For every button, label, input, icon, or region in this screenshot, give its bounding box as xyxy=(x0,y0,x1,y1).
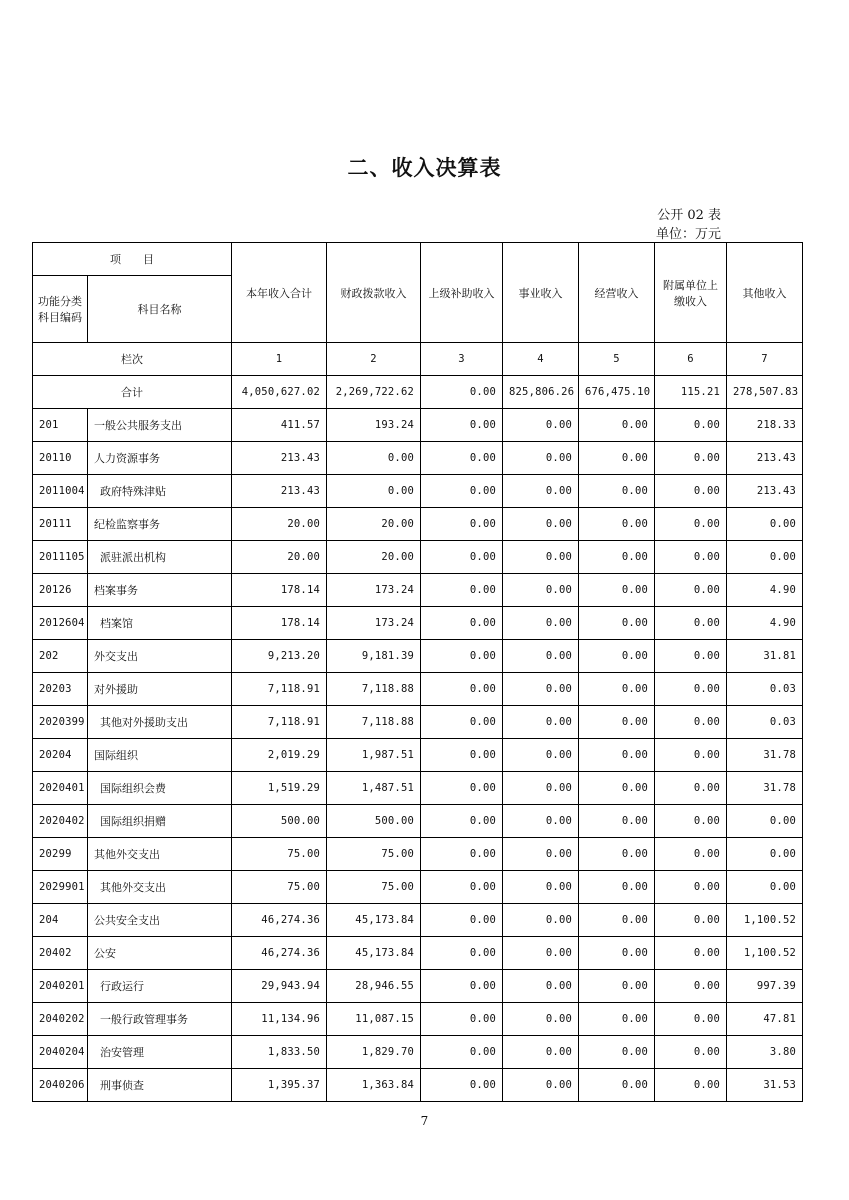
amount-cell: 3.80 xyxy=(727,1036,803,1069)
amount-cell: 0.00 xyxy=(727,541,803,574)
subject-code: 20204 xyxy=(33,739,88,772)
amount-cell: 0.00 xyxy=(421,574,503,607)
row-number: 4 xyxy=(503,343,579,376)
amount-cell: 0.00 xyxy=(503,1036,579,1069)
col-header: 事业收入 xyxy=(503,243,579,343)
table-row xyxy=(33,1036,803,1069)
amount-cell: 0.00 xyxy=(579,541,655,574)
amount-cell: 0.00 xyxy=(503,805,579,838)
col-header: 经营收入 xyxy=(579,243,655,343)
col-header: 附属单位上缴收入 xyxy=(655,243,727,343)
amount-cell: 0.00 xyxy=(421,871,503,904)
amount-cell: 0.00 xyxy=(655,706,727,739)
amount-cell: 7,118.91 xyxy=(232,673,327,706)
amount-cell: 193.24 xyxy=(327,409,421,442)
subject-name: 国际组织会费 xyxy=(88,772,232,805)
amount-cell: 0.00 xyxy=(579,904,655,937)
table-row xyxy=(33,541,803,574)
subject-code: 2020402 xyxy=(33,805,88,838)
subject-code: 2011004 xyxy=(33,475,88,508)
table-row xyxy=(33,739,803,772)
amount-cell: 1,519.29 xyxy=(232,772,327,805)
subject-name: 人力资源事务 xyxy=(88,442,232,475)
name-header: 科目名称 xyxy=(88,276,232,343)
amount-cell: 0.00 xyxy=(503,970,579,1003)
amount-cell: 0.00 xyxy=(503,409,579,442)
amount-cell: 0.00 xyxy=(421,1069,503,1102)
table-row xyxy=(33,904,803,937)
table-row xyxy=(33,475,803,508)
amount-cell: 0.00 xyxy=(421,706,503,739)
subject-code: 201 xyxy=(33,409,88,442)
table-row xyxy=(33,640,803,673)
amount-cell: 0.00 xyxy=(503,739,579,772)
total-cell: 2,269,722.62 xyxy=(327,376,421,409)
unit-label: 单位：万元 xyxy=(655,227,721,242)
amount-cell: 218.33 xyxy=(727,409,803,442)
subject-name: 治安管理 xyxy=(88,1036,232,1069)
amount-cell: 47.81 xyxy=(727,1003,803,1036)
amount-cell: 0.00 xyxy=(503,508,579,541)
amount-cell: 0.00 xyxy=(421,838,503,871)
table-row xyxy=(33,838,803,871)
amount-cell: 9,181.39 xyxy=(327,640,421,673)
amount-cell: 0.00 xyxy=(579,607,655,640)
amount-cell: 0.00 xyxy=(579,772,655,805)
amount-cell: 213.43 xyxy=(232,475,327,508)
row-number-row xyxy=(33,343,803,376)
amount-cell: 0.00 xyxy=(579,508,655,541)
amount-cell: 0.00 xyxy=(655,475,727,508)
table-row xyxy=(33,970,803,1003)
subject-name: 其他外交支出 xyxy=(88,871,232,904)
amount-cell: 173.24 xyxy=(327,607,421,640)
subject-code: 20111 xyxy=(33,508,88,541)
subject-code: 20402 xyxy=(33,937,88,970)
subject-name: 纪检监察事务 xyxy=(88,508,232,541)
total-cell: 115.21 xyxy=(655,376,727,409)
total-row xyxy=(33,376,803,409)
amount-cell: 0.00 xyxy=(421,904,503,937)
amount-cell: 0.00 xyxy=(503,871,579,904)
amount-cell: 0.00 xyxy=(421,1003,503,1036)
subject-name: 国际组织 xyxy=(88,739,232,772)
subject-code: 204 xyxy=(33,904,88,937)
amount-cell: 0.00 xyxy=(655,772,727,805)
amount-cell: 1,395.37 xyxy=(232,1069,327,1102)
subject-code: 2020401 xyxy=(33,772,88,805)
row-number-label: 栏次 xyxy=(33,343,232,376)
amount-cell: 0.00 xyxy=(421,409,503,442)
amount-cell: 20.00 xyxy=(327,508,421,541)
amount-cell: 1,833.50 xyxy=(232,1036,327,1069)
subject-name: 一般公共服务支出 xyxy=(88,409,232,442)
amount-cell: 0.00 xyxy=(421,937,503,970)
amount-cell: 0.00 xyxy=(655,508,727,541)
amount-cell: 500.00 xyxy=(232,805,327,838)
amount-cell: 46,274.36 xyxy=(232,937,327,970)
row-number: 6 xyxy=(655,343,727,376)
amount-cell: 0.00 xyxy=(655,673,727,706)
subject-name: 外交支出 xyxy=(88,640,232,673)
table-row xyxy=(33,574,803,607)
amount-cell: 0.00 xyxy=(579,706,655,739)
amount-cell: 0.00 xyxy=(579,640,655,673)
subject-code: 20110 xyxy=(33,442,88,475)
amount-cell: 0.00 xyxy=(655,904,727,937)
amount-cell: 4.90 xyxy=(727,574,803,607)
amount-cell: 0.00 xyxy=(655,739,727,772)
subject-name: 档案事务 xyxy=(88,574,232,607)
amount-cell: 0.00 xyxy=(421,640,503,673)
subject-code: 20126 xyxy=(33,574,88,607)
amount-cell: 0.00 xyxy=(421,1036,503,1069)
code-header: 功能分类科目编码 xyxy=(33,276,88,343)
amount-cell: 0.00 xyxy=(503,904,579,937)
subject-code: 202 xyxy=(33,640,88,673)
amount-cell: 75.00 xyxy=(232,838,327,871)
amount-cell: 0.00 xyxy=(655,1036,727,1069)
amount-cell: 20.00 xyxy=(232,508,327,541)
amount-cell: 31.81 xyxy=(727,640,803,673)
table-row xyxy=(33,508,803,541)
amount-cell: 0.00 xyxy=(421,508,503,541)
table-row xyxy=(33,772,803,805)
table-row xyxy=(33,1069,803,1102)
amount-cell: 500.00 xyxy=(327,805,421,838)
amount-cell: 0.03 xyxy=(727,706,803,739)
amount-cell: 0.00 xyxy=(655,640,727,673)
total-cell: 4,050,627.02 xyxy=(232,376,327,409)
amount-cell: 0.00 xyxy=(421,805,503,838)
amount-cell: 46,274.36 xyxy=(232,904,327,937)
amount-cell: 0.00 xyxy=(579,1003,655,1036)
form-code: 公开 02 表 xyxy=(657,208,721,223)
row-number: 7 xyxy=(727,343,803,376)
amount-cell: 0.00 xyxy=(503,673,579,706)
amount-cell: 0.00 xyxy=(579,442,655,475)
amount-cell: 0.00 xyxy=(655,442,727,475)
amount-cell: 0.00 xyxy=(655,805,727,838)
amount-cell: 0.00 xyxy=(503,574,579,607)
amount-cell: 0.00 xyxy=(503,541,579,574)
amount-cell: 1,363.84 xyxy=(327,1069,421,1102)
col-header: 本年收入合计 xyxy=(232,243,327,343)
amount-cell: 31.78 xyxy=(727,772,803,805)
amount-cell: 0.00 xyxy=(655,541,727,574)
amount-cell: 1,100.52 xyxy=(727,937,803,970)
amount-cell: 0.00 xyxy=(503,1003,579,1036)
row-number: 1 xyxy=(232,343,327,376)
amount-cell: 4.90 xyxy=(727,607,803,640)
col-header: 上级补助收入 xyxy=(421,243,503,343)
amount-cell: 45,173.84 xyxy=(327,937,421,970)
table-row xyxy=(33,937,803,970)
amount-cell: 0.00 xyxy=(579,805,655,838)
amount-cell: 0.00 xyxy=(727,871,803,904)
total-cell: 278,507.83 xyxy=(727,376,803,409)
amount-cell: 0.00 xyxy=(579,937,655,970)
table-row xyxy=(33,805,803,838)
row-number: 2 xyxy=(327,343,421,376)
amount-cell: 0.00 xyxy=(503,442,579,475)
amount-cell: 213.43 xyxy=(727,442,803,475)
amount-cell: 0.00 xyxy=(655,871,727,904)
amount-cell: 0.00 xyxy=(655,937,727,970)
page-title: 二、收入决算表 xyxy=(347,156,502,180)
subject-name: 政府特殊津贴 xyxy=(88,475,232,508)
amount-cell: 75.00 xyxy=(232,871,327,904)
amount-cell: 0.00 xyxy=(327,475,421,508)
amount-cell: 0.00 xyxy=(579,1036,655,1069)
amount-cell: 11,134.96 xyxy=(232,1003,327,1036)
amount-cell: 11,087.15 xyxy=(327,1003,421,1036)
subject-code: 2040202 xyxy=(33,1003,88,1036)
subject-name: 公共安全支出 xyxy=(88,904,232,937)
subject-code: 20203 xyxy=(33,673,88,706)
amount-cell: 0.00 xyxy=(655,574,727,607)
amount-cell: 0.00 xyxy=(421,772,503,805)
amount-cell: 0.00 xyxy=(503,1069,579,1102)
amount-cell: 0.00 xyxy=(655,838,727,871)
subject-code: 2040204 xyxy=(33,1036,88,1069)
subject-name: 一般行政管理事务 xyxy=(88,1003,232,1036)
amount-cell: 997.39 xyxy=(727,970,803,1003)
amount-cell: 213.43 xyxy=(727,475,803,508)
amount-cell: 0.00 xyxy=(421,607,503,640)
amount-cell: 7,118.88 xyxy=(327,706,421,739)
amount-cell: 31.78 xyxy=(727,739,803,772)
subject-name: 派驻派出机构 xyxy=(88,541,232,574)
amount-cell: 0.00 xyxy=(655,1069,727,1102)
amount-cell: 0.00 xyxy=(727,838,803,871)
amount-cell: 75.00 xyxy=(327,838,421,871)
subject-name: 其他对外援助支出 xyxy=(88,706,232,739)
amount-cell: 1,829.70 xyxy=(327,1036,421,1069)
amount-cell: 0.00 xyxy=(421,673,503,706)
subject-code: 2012604 xyxy=(33,607,88,640)
subject-name: 公安 xyxy=(88,937,232,970)
amount-cell: 1,100.52 xyxy=(727,904,803,937)
amount-cell: 0.00 xyxy=(655,1003,727,1036)
subject-name: 刑事侦查 xyxy=(88,1069,232,1102)
page-number: 7 xyxy=(420,1114,429,1128)
table-row xyxy=(33,442,803,475)
amount-cell: 45,173.84 xyxy=(327,904,421,937)
amount-cell: 0.03 xyxy=(727,673,803,706)
subject-name: 其他外交支出 xyxy=(88,838,232,871)
subject-name: 行政运行 xyxy=(88,970,232,1003)
amount-cell: 178.14 xyxy=(232,607,327,640)
total-label: 合计 xyxy=(33,376,232,409)
amount-cell: 7,118.91 xyxy=(232,706,327,739)
amount-cell: 0.00 xyxy=(503,706,579,739)
subject-name: 对外援助 xyxy=(88,673,232,706)
income-table xyxy=(32,242,803,1102)
subject-code: 20299 xyxy=(33,838,88,871)
table-row xyxy=(33,1003,803,1036)
amount-cell: 0.00 xyxy=(655,409,727,442)
subject-code: 2040206 xyxy=(33,1069,88,1102)
total-cell: 0.00 xyxy=(421,376,503,409)
amount-cell: 0.00 xyxy=(655,970,727,1003)
col-header: 其他收入 xyxy=(727,243,803,343)
amount-cell: 2,019.29 xyxy=(232,739,327,772)
amount-cell: 0.00 xyxy=(503,475,579,508)
amount-cell: 0.00 xyxy=(421,739,503,772)
amount-cell: 29,943.94 xyxy=(232,970,327,1003)
subject-name: 国际组织捐赠 xyxy=(88,805,232,838)
table-row xyxy=(33,673,803,706)
amount-cell: 28,946.55 xyxy=(327,970,421,1003)
amount-cell: 0.00 xyxy=(579,871,655,904)
row-number: 5 xyxy=(579,343,655,376)
amount-cell: 0.00 xyxy=(579,574,655,607)
total-cell: 825,806.26 xyxy=(503,376,579,409)
item-group-header: 项 目 xyxy=(33,243,232,276)
total-cell: 676,475.10 xyxy=(579,376,655,409)
amount-cell: 0.00 xyxy=(503,937,579,970)
amount-cell: 0.00 xyxy=(421,541,503,574)
table-row xyxy=(33,409,803,442)
subject-code: 2020399 xyxy=(33,706,88,739)
amount-cell: 0.00 xyxy=(579,970,655,1003)
amount-cell: 0.00 xyxy=(655,607,727,640)
amount-cell: 0.00 xyxy=(579,739,655,772)
amount-cell: 9,213.20 xyxy=(232,640,327,673)
amount-cell: 0.00 xyxy=(503,640,579,673)
amount-cell: 173.24 xyxy=(327,574,421,607)
amount-cell: 31.53 xyxy=(727,1069,803,1102)
amount-cell: 0.00 xyxy=(579,838,655,871)
amount-cell: 1,487.51 xyxy=(327,772,421,805)
amount-cell: 0.00 xyxy=(503,838,579,871)
table-row xyxy=(33,607,803,640)
amount-cell: 7,118.88 xyxy=(327,673,421,706)
amount-cell: 75.00 xyxy=(327,871,421,904)
amount-cell: 0.00 xyxy=(503,607,579,640)
amount-cell: 0.00 xyxy=(503,772,579,805)
amount-cell: 1,987.51 xyxy=(327,739,421,772)
amount-cell: 0.00 xyxy=(421,442,503,475)
amount-cell: 0.00 xyxy=(579,409,655,442)
subject-name: 档案馆 xyxy=(88,607,232,640)
col-header: 财政拨款收入 xyxy=(327,243,421,343)
table-row xyxy=(33,871,803,904)
subject-code: 2029901 xyxy=(33,871,88,904)
amount-cell: 0.00 xyxy=(421,475,503,508)
amount-cell: 213.43 xyxy=(232,442,327,475)
amount-cell: 0.00 xyxy=(727,508,803,541)
amount-cell: 0.00 xyxy=(727,805,803,838)
amount-cell: 0.00 xyxy=(579,1069,655,1102)
row-number: 3 xyxy=(421,343,503,376)
amount-cell: 0.00 xyxy=(421,970,503,1003)
amount-cell: 20.00 xyxy=(327,541,421,574)
amount-cell: 0.00 xyxy=(327,442,421,475)
table-row xyxy=(33,706,803,739)
amount-cell: 411.57 xyxy=(232,409,327,442)
subject-code: 2011105 xyxy=(33,541,88,574)
amount-cell: 178.14 xyxy=(232,574,327,607)
subject-code: 2040201 xyxy=(33,970,88,1003)
amount-cell: 0.00 xyxy=(579,673,655,706)
amount-cell: 20.00 xyxy=(232,541,327,574)
amount-cell: 0.00 xyxy=(579,475,655,508)
header-row xyxy=(33,243,803,276)
